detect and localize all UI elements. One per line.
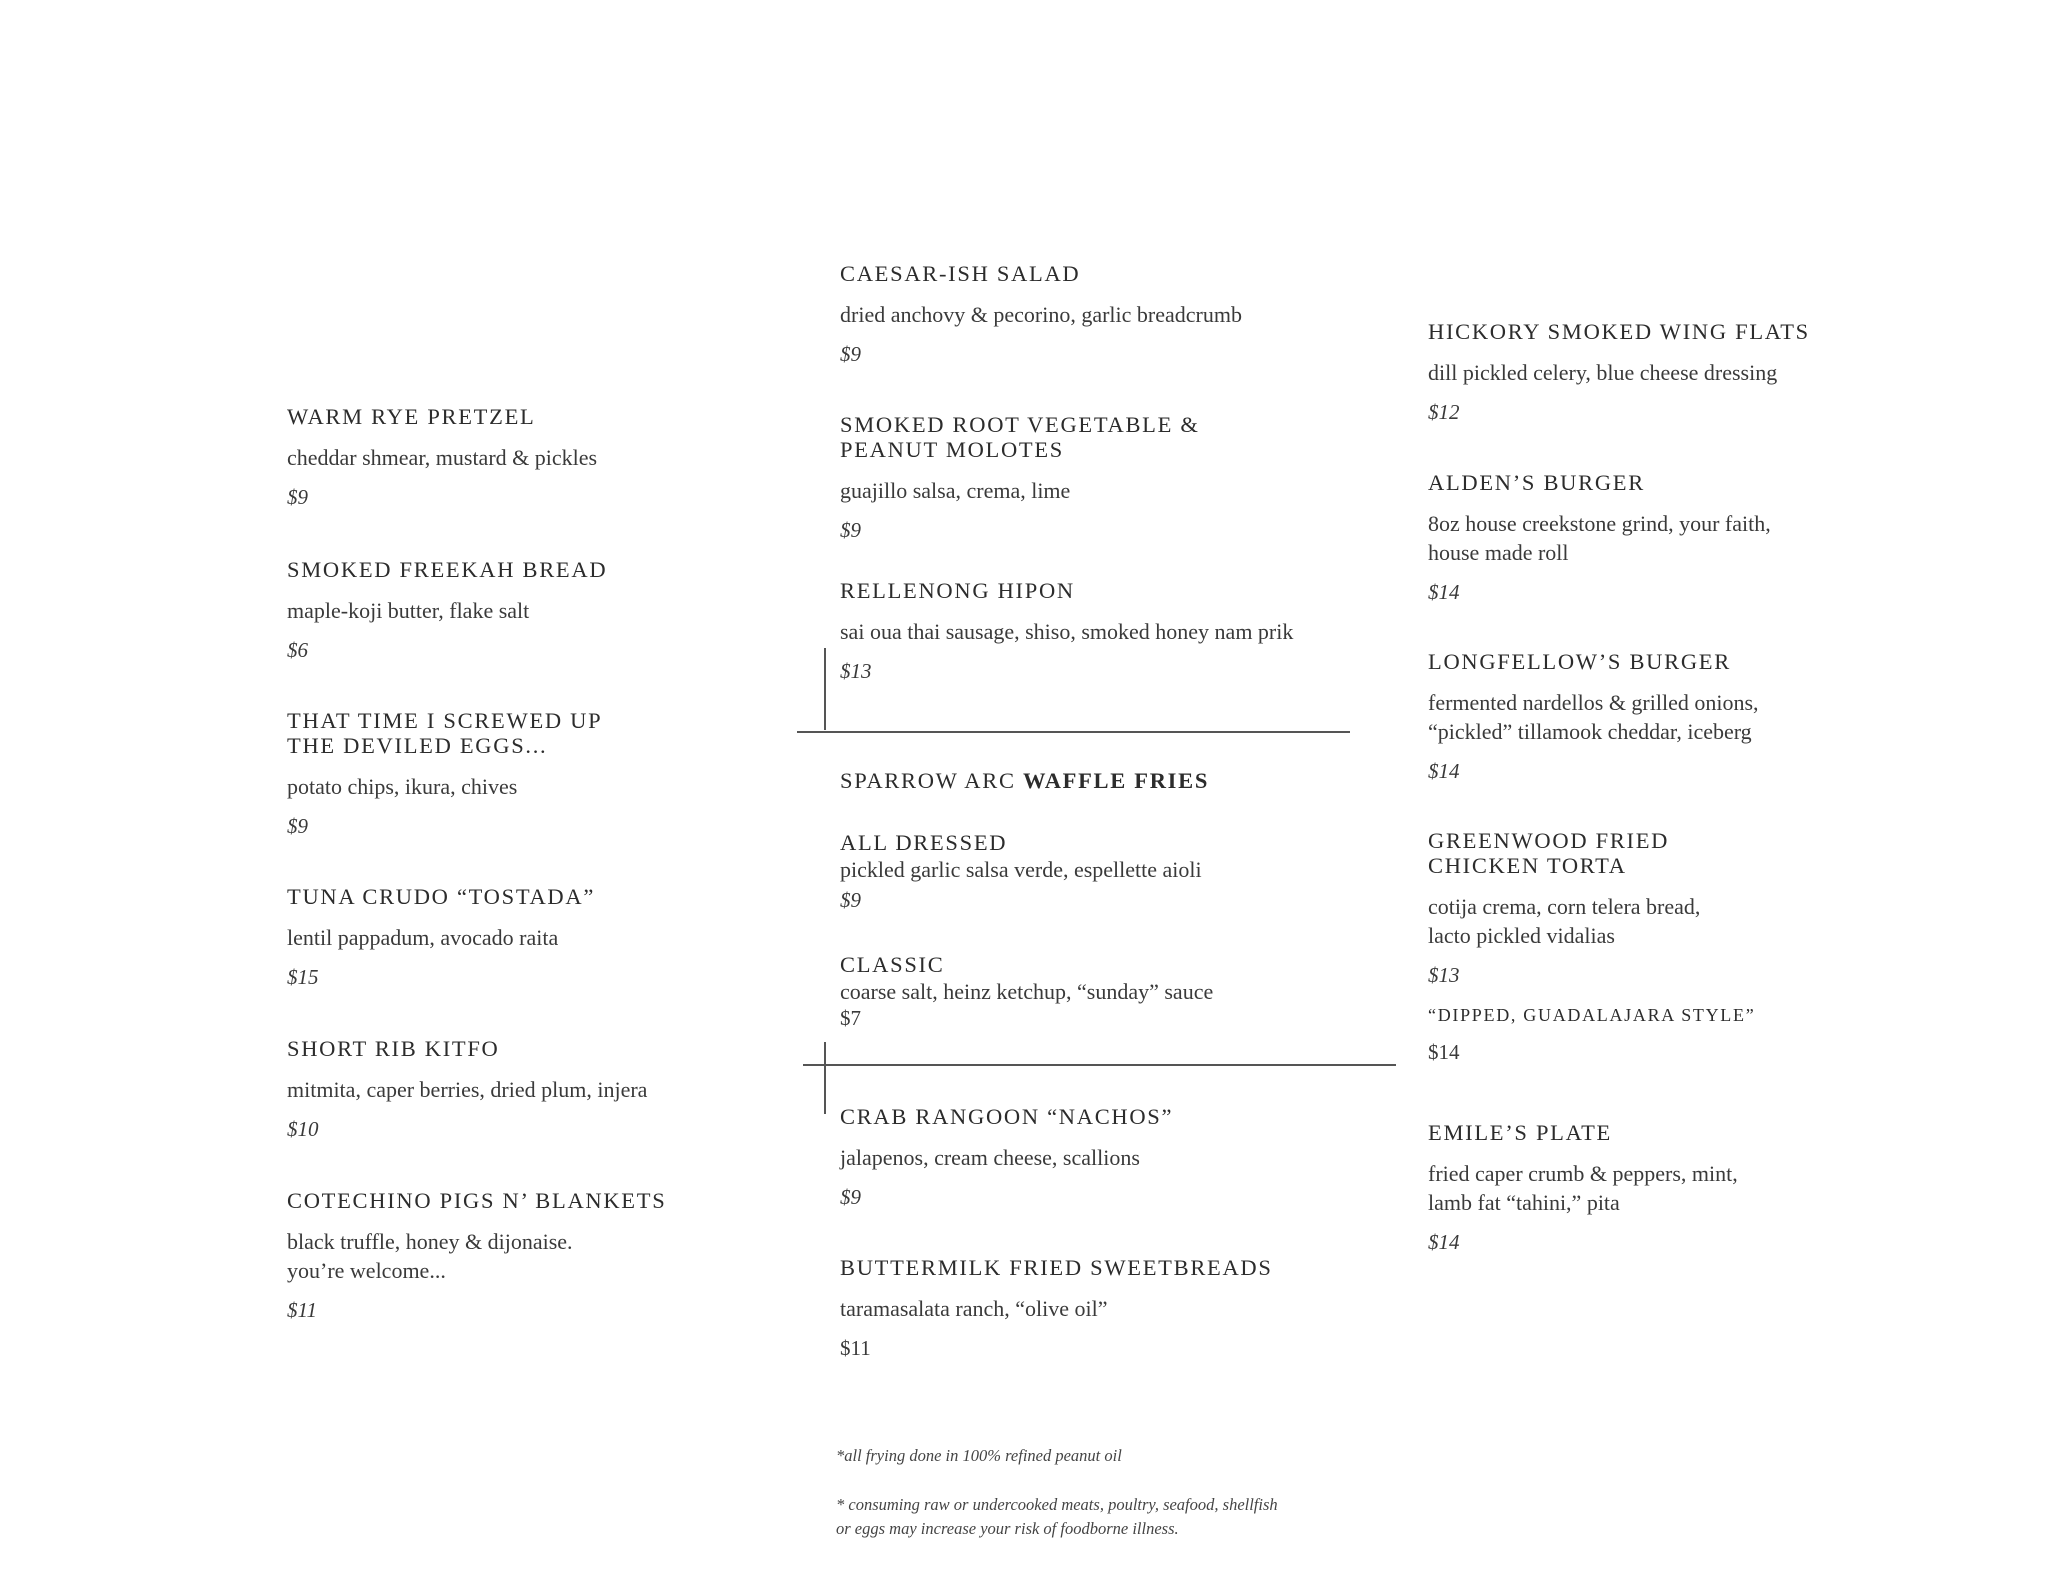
item-description-line1: fried caper crumb & peppers, mint, — [1428, 1161, 1738, 1186]
item-price: $9 — [287, 814, 308, 838]
item-price: $9 — [840, 342, 861, 366]
item-description: mitmita, caper berries, dried plum, injera — [287, 1077, 648, 1102]
menu-item-tuna-crudo — [287, 884, 595, 992]
item-price: $14 — [1428, 759, 1460, 783]
item-description-line2: “pickled” tillamook cheddar, iceberg — [1428, 719, 1752, 744]
item-description-line2: house made roll — [1428, 540, 1569, 565]
fries-box-top-rule — [797, 731, 1350, 733]
menu-item-aldens-burger — [1428, 470, 1771, 607]
item-name: ALL DRESSED — [840, 830, 1008, 855]
item-price: $14 — [1428, 580, 1460, 604]
item-name-line2: CHICKEN TORTA — [1428, 853, 1627, 878]
addon-name: “DIPPED, GUADALAJARA STYLE” — [1428, 1005, 1756, 1025]
item-name-line2: THE DEVILED EGGS... — [287, 733, 548, 758]
item-name: WARM RYE PRETZEL — [287, 404, 536, 429]
addon-price: $14 — [1428, 1040, 1460, 1064]
item-description-line1: 8oz house creekstone grind, your faith, — [1428, 511, 1771, 536]
menu-item-longfellows-burger — [1428, 649, 1759, 786]
item-description-line2: you’re welcome... — [287, 1258, 446, 1283]
item-description: cheddar shmear, mustard & pickles — [287, 445, 598, 470]
menu-item-sweetbreads — [840, 1255, 1273, 1363]
menu-item-short-rib-kitfo — [287, 1036, 647, 1144]
item-name: SHORT RIB KITFO — [287, 1036, 500, 1061]
menu-item-warm-rye-pretzel — [287, 404, 597, 512]
item-name: CLASSIC — [840, 952, 945, 977]
item-description: lentil pappadum, avocado raita — [287, 925, 559, 950]
item-name: LONGFELLOW’S BURGER — [1428, 649, 1731, 674]
menu-item-caesar-ish-salad — [840, 261, 1242, 369]
item-description: coarse salt, heinz ketchup, “sunday” sauce — [840, 979, 1214, 1004]
item-price: $12 — [1428, 400, 1460, 424]
item-price: $6 — [287, 638, 308, 662]
item-description: guajillo salsa, crema, lime — [840, 478, 1071, 503]
menu-item-molotes — [840, 412, 1200, 545]
item-price: $9 — [840, 518, 861, 542]
item-name: EMILE’S PLATE — [1428, 1120, 1612, 1145]
item-price: $14 — [1428, 1230, 1460, 1254]
item-description: dill pickled celery, blue cheese dressing — [1428, 360, 1778, 385]
item-name: COTECHINO PIGS N’ BLANKETS — [287, 1188, 667, 1213]
fries-section-title — [840, 768, 1209, 793]
menu-item-smoked-freekah-bread — [287, 557, 607, 665]
item-name: HICKORY SMOKED WING FLATS — [1428, 319, 1810, 344]
menu-item-crab-rangoon-nachos — [840, 1104, 1173, 1212]
item-name-line1: THAT TIME I SCREWED UP — [287, 708, 603, 733]
item-description: maple-koji butter, flake salt — [287, 598, 530, 623]
item-price: $11 — [287, 1298, 317, 1322]
item-description-line2: lamb fat “tahini,” pita — [1428, 1190, 1620, 1215]
menu-item-emiles-plate — [1428, 1120, 1738, 1257]
fries-option-classic — [840, 952, 1213, 1033]
item-description-line1: fermented nardellos & grilled onions, — [1428, 690, 1759, 715]
fries-option-all-dressed — [840, 830, 1202, 915]
item-price: $7 — [840, 1006, 861, 1030]
item-description: jalapenos, cream cheese, scallions — [840, 1145, 1140, 1170]
item-price: $13 — [1428, 963, 1460, 987]
menu-item-chicken-torta — [1428, 828, 1755, 1067]
item-price: $9 — [840, 1185, 861, 1209]
item-description: sai oua thai sausage, shiso, smoked honey nam prik — [840, 619, 1294, 644]
item-price: $10 — [287, 1117, 319, 1141]
menu-item-deviled-eggs — [287, 708, 602, 841]
fries-box-left-rule-upper — [824, 648, 826, 730]
item-price: $9 — [287, 485, 308, 509]
item-description: pickled garlic salsa verde, espellette aioli — [840, 857, 1202, 882]
item-name: BUTTERMILK FRIED SWEETBREADS — [840, 1255, 1273, 1280]
item-description-line2: lacto pickled vidalias — [1428, 923, 1615, 948]
item-description: taramasalata ranch, “olive oil” — [840, 1296, 1108, 1321]
item-name-line1: SMOKED ROOT VEGETABLE & — [840, 412, 1200, 437]
item-price: $9 — [840, 888, 861, 912]
frying-footnote: *all frying done in 100% refined peanut oil — [836, 1446, 1122, 1465]
fries-box-left-rule-lower — [824, 1042, 826, 1114]
item-description-line1: cotija crema, corn telera bread, — [1428, 894, 1701, 919]
item-name: SMOKED FREEKAH BREAD — [287, 557, 608, 582]
raw-food-footnote-line1: * consuming raw or undercooked meats, poultry, seafood, shellfish — [836, 1495, 1278, 1514]
item-name: ALDEN’S BURGER — [1428, 470, 1645, 495]
fries-box-bottom-rule — [803, 1064, 1396, 1066]
fries-section — [840, 768, 1209, 793]
item-description-line1: black truffle, honey & dijonaise. — [287, 1229, 573, 1254]
item-price: $11 — [840, 1336, 871, 1360]
menu-item-cotechino-pigs — [287, 1188, 666, 1325]
fries-title-light: SPARROW ARC — [840, 768, 1023, 793]
menu-item-wing-flats — [1428, 319, 1810, 427]
item-name: RELLENONG HIPON — [840, 578, 1075, 603]
fries-title-bold: WAFFLE FRIES — [1022, 768, 1210, 793]
item-name-line1: GREENWOOD FRIED — [1428, 828, 1670, 853]
item-description: dried anchovy & pecorino, garlic breadcrumb — [840, 302, 1242, 327]
item-name: CAESAR-ISH SALAD — [840, 261, 1081, 286]
item-description: potato chips, ikura, chives — [287, 774, 518, 799]
item-name: TUNA CRUDO “TOSTADA” — [287, 884, 596, 909]
menu-item-rellenong-hipon — [840, 578, 1293, 686]
item-price: $15 — [287, 965, 319, 989]
item-price: $13 — [840, 659, 872, 683]
item-name: CRAB RANGOON “NACHOS” — [840, 1104, 1174, 1129]
raw-food-footnote-line2: or eggs may increase your risk of foodborne illness. — [836, 1519, 1179, 1538]
item-name-line2: PEANUT MOLOTES — [840, 437, 1065, 462]
